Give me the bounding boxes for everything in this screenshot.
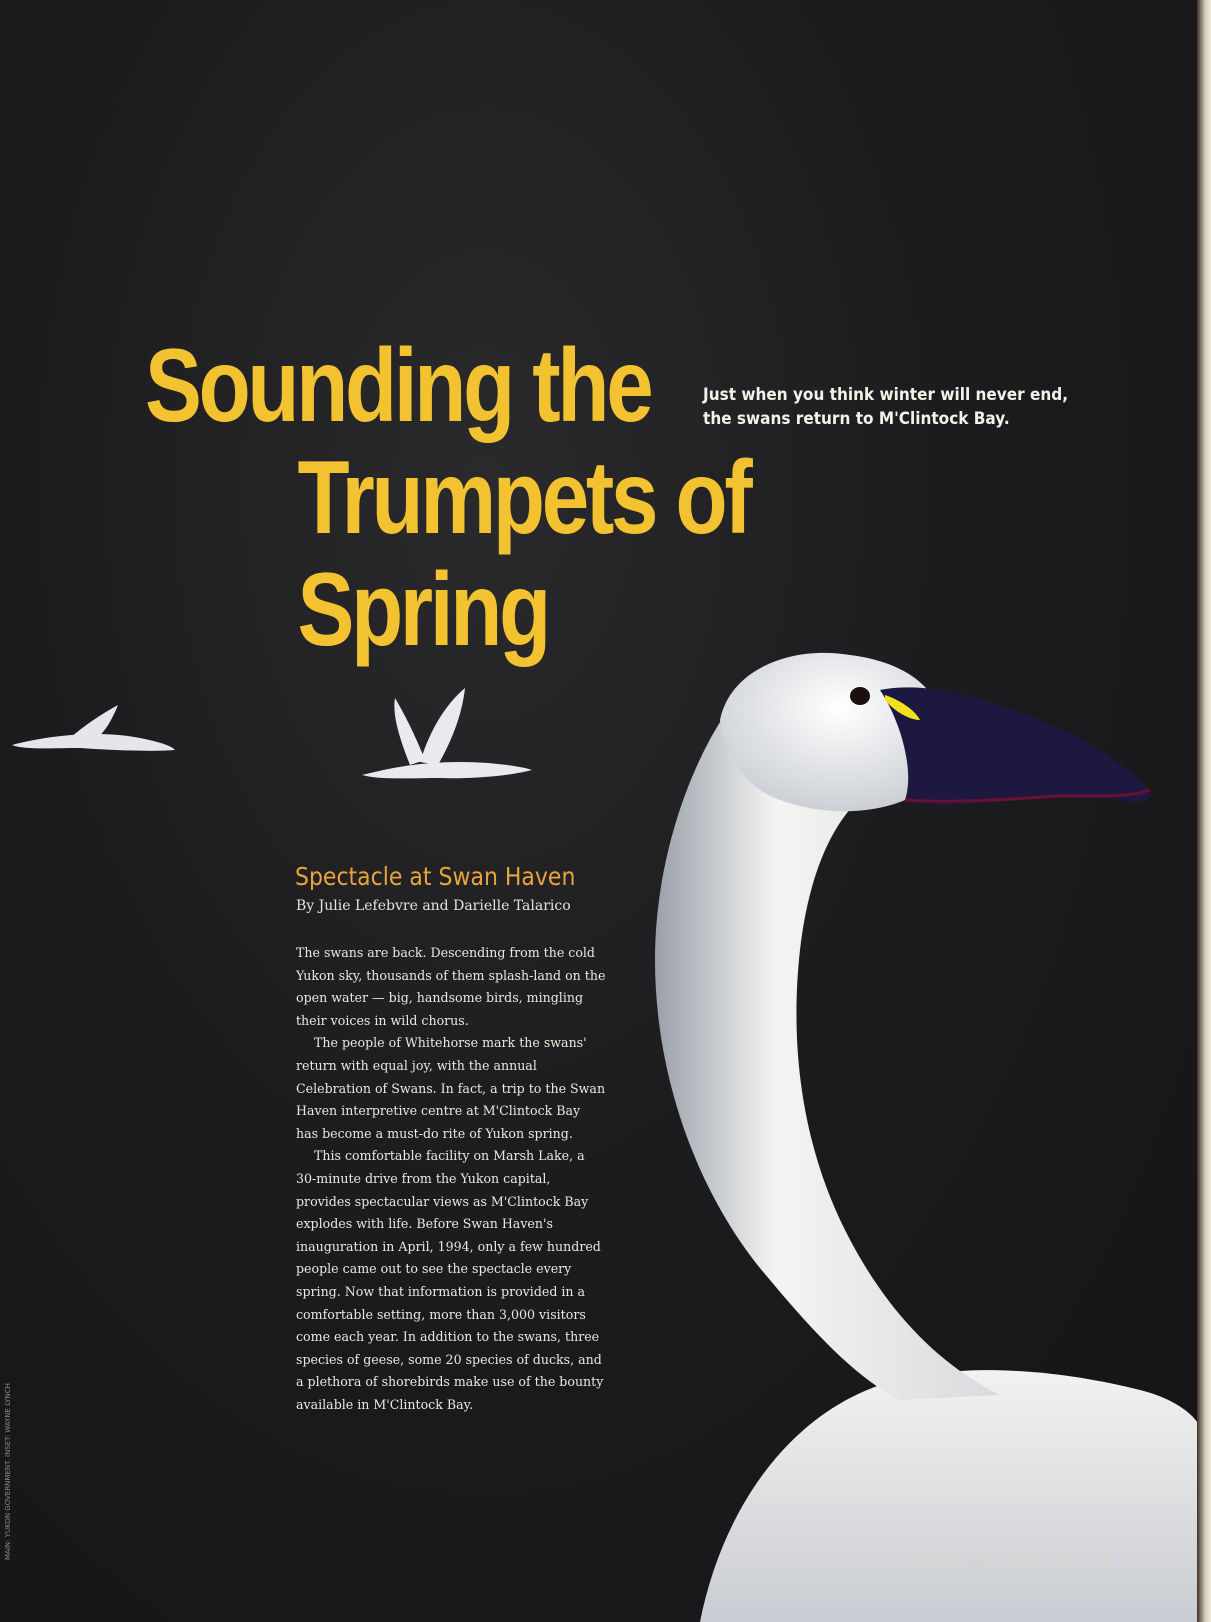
byline: By Julie Lefebvre and Darielle Talarico [296, 898, 571, 914]
page-edge [1197, 0, 1211, 1622]
title-line-2: Trumpets of Spring [297, 440, 750, 668]
page-number: 15 [1095, 1552, 1111, 1568]
swan-body [700, 1370, 1200, 1622]
swan-eye [850, 687, 870, 705]
article-body [296, 942, 606, 1416]
paragraph: The people of Whitehorse mark the swans' return with equal joy, with the annual Celebration of Swans. In fact, a trip to the Swan Haven interpretive centre at M'Clintock Bay has become a must-do rite of Yukon spring. [296, 1035, 606, 1141]
title-line-1: Sounding the [145, 328, 651, 444]
article-dek: Just when you think winter will never end, the swans return to M'Clintock Bay. [703, 385, 1069, 429]
article-title [145, 330, 1019, 666]
paragraph: The swans are back. Descending from the cold Yukon sky, thousands of them splash-land on the open water — big, handsome birds, mingling their voices in wild chorus. [296, 945, 606, 1028]
photo-credit: MAIN: YUKON GOVERNMENT. INSET: WAYNE LYNCH [4, 1383, 12, 1560]
flying-swan-left [12, 705, 175, 751]
paragraph: This comfortable facility on Marsh Lake, a 30-minute drive from the Yukon capital, provides spectacular views as M'Clintock Bay explodes with life. Before Swan Haven's inauguration in April, 1994, only a few hundred people came out to see the spectacle every spring. Now that information is provided in a comfortable setting, more than 3,000 visitors come each year. In addition to the swans, three species of geese, some 20 species of ducks, and a plethora of shorebirds make use of the bounty available in M'Clintock Bay. [296, 1148, 604, 1412]
section-kicker: Spectacle at Swan Haven [295, 862, 576, 891]
swan-beak [880, 687, 1151, 805]
flying-swan-middle [362, 688, 532, 778]
publication-line: UP HERE MAY/JUNE 1997 [902, 1552, 1076, 1568]
folio [902, 1552, 1111, 1569]
